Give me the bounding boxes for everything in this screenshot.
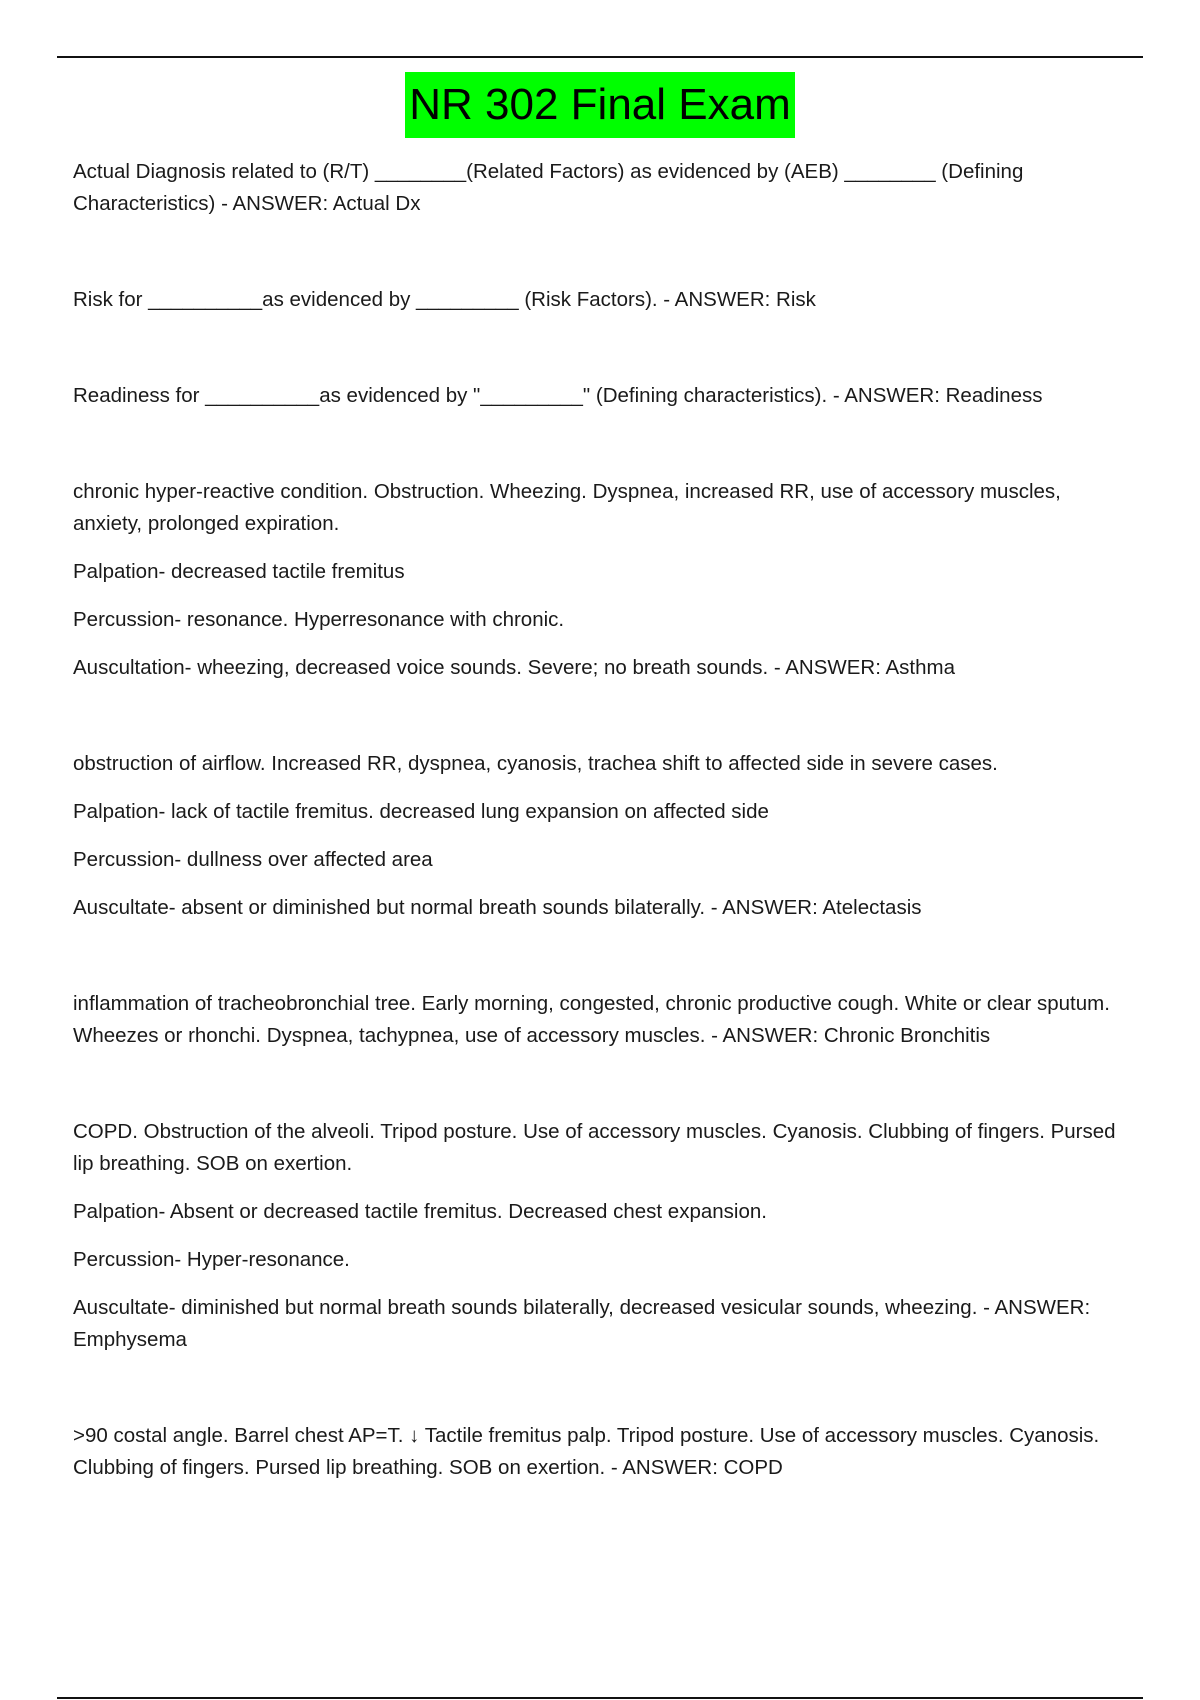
entry-text: Palpation- lack of tactile fremitus. decreased lung expansion on affected side [73,800,769,823]
flashcard-entry [73,1116,1133,1356]
flashcard-entry [73,988,1133,1052]
flashcard-entry [73,1420,1133,1484]
bottom-rule [57,1697,1143,1699]
flashcard-entry [73,476,1133,684]
title-container [0,72,1200,138]
entry-text: Percussion- Hyper-resonance. [73,1248,350,1271]
entry-text: Actual Diagnosis related to (R/T) ________(Related Factors) as evidenced by (AEB) ________ (Defining Characteristics) - ANSWER: Actual Dx [73,160,1024,215]
flashcard-entry [73,284,1133,316]
entry-text: inflammation of tracheobronchial tree. Early morning, congested, chronic productive cough. White or clear sputum. Wheezes or rhonchi. Dyspnea, tachypnea, use of accessory muscles. - ANSWER: Chronic Bronchitis [73,992,1110,1047]
entry-text: Percussion- resonance. Hyperresonance with chronic. [73,608,565,631]
entry-text: >90 costal angle. Barrel chest AP=T. ↓ Tactile fremitus palp. Tripod posture. Use of accessory muscles. Cyanosis. Clubbing of fingers. Pursed lip breathing. SOB on exertion. - ANSWER: COPD [73,1424,1100,1479]
entry-text: Palpation- Absent or decreased tactile fremitus. Decreased chest expansion. [73,1200,767,1223]
entry-text: COPD. Obstruction of the alveoli. Tripod posture. Use of accessory muscles. Cyanosis. Clubbing of fingers. Pursed lip breathing. SOB on exertion. [73,1120,1116,1175]
entry-text: Readiness for __________as evidenced by "_________" (Defining characteristics). - ANSWER: Readiness [73,384,1043,407]
page-title: NR 302 Final Exam [405,72,794,138]
entry-text: Palpation- decreased tactile fremitus [73,560,405,583]
entry-text: Percussion- dullness over affected area [73,848,433,871]
flashcard-entry [73,156,1133,220]
entry-text: Auscultate- diminished but normal breath sounds bilaterally, decreased vesicular sounds, wheezing. - ANSWER: Emphysema [73,1296,1091,1351]
entry-text: Auscultation- wheezing, decreased voice sounds. Severe; no breath sounds. - ANSWER: Asthma [73,656,955,679]
entry-text: Auscultate- absent or diminished but normal breath sounds bilaterally. - ANSWER: Atelectasis [73,896,922,919]
flashcard-entry [73,748,1133,924]
top-rule [57,56,1143,58]
entry-text: chronic hyper-reactive condition. Obstruction. Wheezing. Dyspnea, increased RR, use of accessory muscles, anxiety, prolonged expiration. [73,480,1061,535]
entry-text: obstruction of airflow. Increased RR, dyspnea, cyanosis, trachea shift to affected side in severe cases. [73,752,998,775]
entry-text: Risk for __________as evidenced by _________ (Risk Factors). - ANSWER: Risk [73,288,816,311]
flashcard-entry [73,380,1133,412]
flashcard-list [73,156,1133,1548]
